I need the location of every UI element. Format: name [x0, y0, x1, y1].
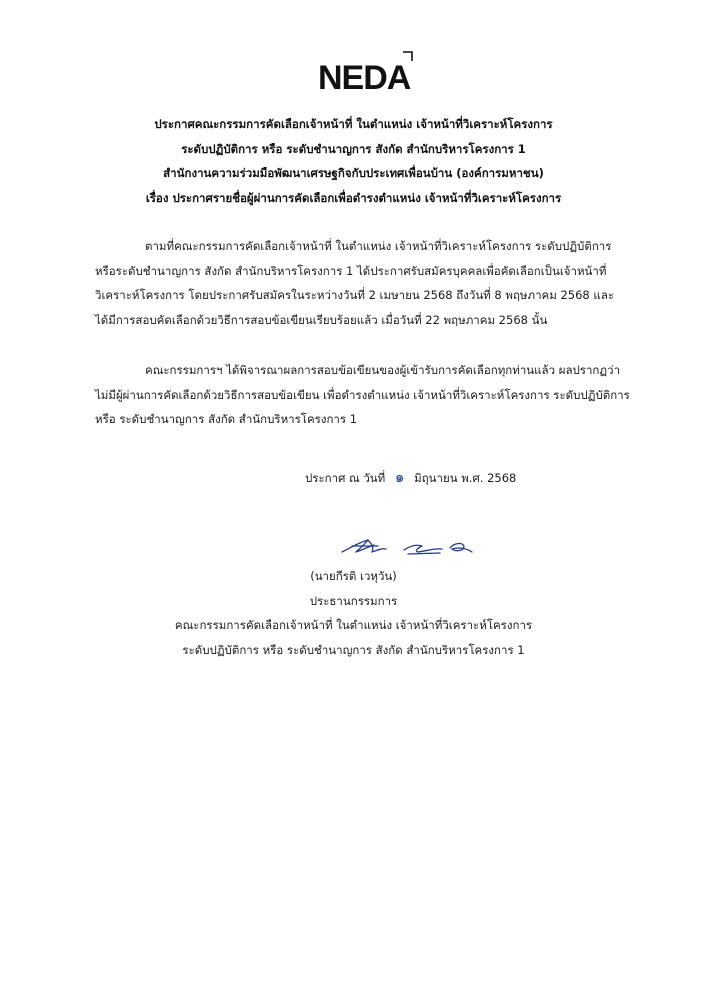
logo-corner-mark-icon — [402, 50, 414, 62]
paragraph-line: ตามที่คณะกรรมการคัดเลือกเจ้าหน้าที่ ในตำแหน่ง เจ้าหน้าที่วิเคราะห์โครงการ ระดับปฏิบัติการ — [145, 239, 612, 253]
announcement-suffix: มิถุนายน พ.ศ. 2568 — [414, 471, 517, 485]
signer-block — [0, 564, 707, 662]
paragraph-result — [95, 358, 640, 432]
signer-org-line-2: ระดับปฏิบัติการ หรือ ระดับชำนาญการ สังกัด สำนักบริหารโครงการ 1 — [182, 642, 525, 657]
neda-logo — [318, 50, 418, 98]
paragraph-background — [95, 234, 640, 332]
announcement-heading — [0, 112, 707, 210]
signer-org-line-1: คณะกรรมการคัดเลือกเจ้าหน้าที่ ในตำแหน่ง เจ้าหน้าที่วิเคราะห์โครงการ — [174, 618, 533, 632]
announcement-date — [305, 465, 516, 489]
logo-text: NEDA — [318, 59, 411, 97]
heading-line-2: ระดับปฏิบัติการ หรือ ระดับชำนาญการ สังกัด สำนักบริหารโครงการ 1 — [181, 141, 526, 156]
paragraph-line: หรือระดับชำนาญการ สังกัด สำนักบริหารโครงการ 1 ได้ประกาศรับสมัครบุคคลเพื่อคัดเลือกเป็นเจ้าหน้าที่ — [95, 263, 607, 278]
heading-line-3: สำนักงานความร่วมมือพัฒนาเศรษฐกิจกับประเทศเพื่อนบ้าน (องค์การมหาชน) — [163, 166, 544, 180]
paragraph-line: หรือ ระดับชำนาญการ สังกัด สำนักบริหารโครงการ 1 — [95, 412, 358, 426]
paragraph-line: วิเคราะห์โครงการ โดยประกาศรับสมัครในระหว่างวันที่ 2 เมษายน 2568 ถึงวันที่ 8 พฤษภาคม 2568 และ — [95, 288, 615, 302]
heading-line-1: ประกาศคณะกรรมการคัดเลือกเจ้าหน้าที่ ในตำแหน่ง เจ้าหน้าที่วิเคราะห์โครงการ — [154, 117, 553, 131]
signer-name: (นายกีรติ เวหุวัน) — [310, 569, 397, 583]
signer-title: ประธานกรรมการ — [309, 593, 398, 608]
paragraph-line: ได้มีการสอบคัดเลือกด้วยวิธีการสอบข้อเขียนเรียบร้อยแล้ว เมื่อวันที่ 22 พฤษภาคม 2568 นั้น — [95, 312, 548, 327]
announcement-prefix: ประกาศ ณ วันที่ — [305, 471, 386, 485]
paragraph-line: ไม่มีผู้ผ่านการคัดเลือกด้วยวิธีการสอบข้อเขียน เพื่อดำรงตำแหน่ง เจ้าหน้าที่วิเคราะห์โครงการ ระดับปฏิบัติการ — [95, 387, 630, 402]
heading-subject-line: เรื่อง ประกาศรายชื่อผู้ผ่านการคัดเลือกเพื่อดำรงตำแหน่ง เจ้าหน้าที่วิเคราะห์โครงการ — [145, 190, 562, 205]
announcement-day: ๑ — [394, 468, 405, 486]
handwritten-signature — [338, 528, 478, 562]
paragraph-line: คณะกรรมการฯ ได้พิจารณาผลการสอบข้อเขียนของผู้เข้ารับการคัดเลือกทุกท่านแล้ว ผลปรากฏว่า — [145, 363, 621, 377]
